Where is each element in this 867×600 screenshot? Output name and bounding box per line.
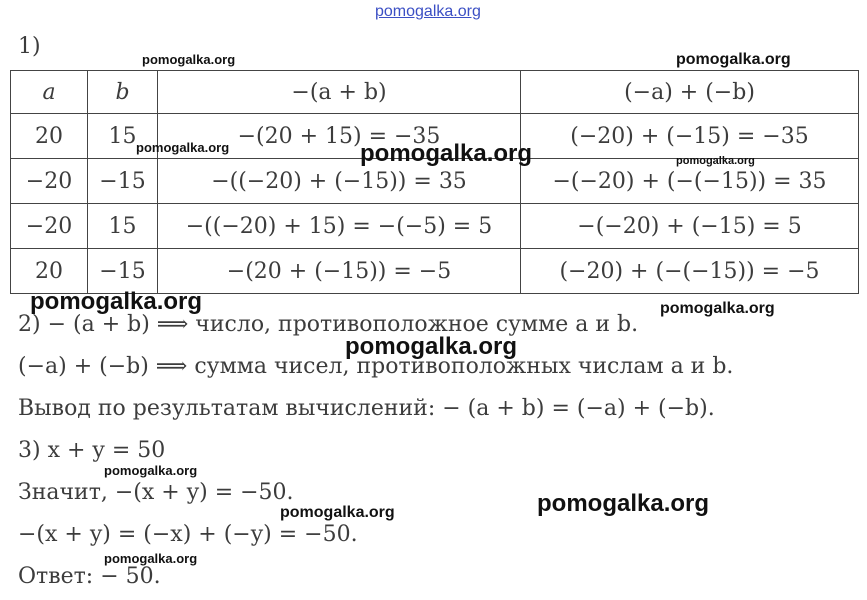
table-header-row xyxy=(11,71,859,114)
table-cell: −20 xyxy=(11,159,88,204)
watermark: pomogalka.org xyxy=(360,140,533,167)
table-cell: −(−20) + (−(−15)) = 35 xyxy=(521,159,859,204)
part2-line2: (−a) + (−b) ⟹ сумма чисел, противоположных числам a и b. xyxy=(18,354,734,379)
table-cell: (−20) + (−(−15)) = −5 xyxy=(521,249,859,294)
watermark: pomogalka.org xyxy=(280,504,395,521)
part1-label: 1) xyxy=(18,34,41,59)
part3-line1: 3) x + y = 50 xyxy=(18,438,166,463)
header-cell: b xyxy=(88,71,158,114)
watermark: pomogalka.org xyxy=(104,551,198,566)
table-cell: −20 xyxy=(11,204,88,249)
part3-line2: Значит, −(x + y) = −50. xyxy=(18,480,294,505)
table-cell: 15 xyxy=(88,204,158,249)
table-cell: 15 xyxy=(88,114,158,159)
table-cell: −(−20) + (−15) = 5 xyxy=(521,204,859,249)
header-cell: (−a) + (−b) xyxy=(521,71,859,114)
part3-line3: −(x + y) = (−x) + (−y) = −50. xyxy=(18,522,358,547)
table-row xyxy=(11,204,859,249)
watermark: pomogalka.org xyxy=(537,490,710,517)
table-cell: (−20) + (−15) = −35 xyxy=(521,114,859,159)
part2-line1: 2) − (a + b) ⟹ число, противоположное сумме a и b. xyxy=(18,312,639,337)
table-cell: −15 xyxy=(88,249,158,294)
watermark-top: pomogalka.org xyxy=(375,3,481,20)
table-cell: −((−20) + 15) = −(−5) = 5 xyxy=(158,204,521,249)
calculation-table xyxy=(10,70,859,294)
answer-line: Ответ: − 50. xyxy=(18,564,161,589)
table-cell: 20 xyxy=(11,249,88,294)
watermark: pomogalka.org xyxy=(660,300,775,317)
table-cell: 20 xyxy=(11,114,88,159)
watermark: pomogalka.org xyxy=(676,155,755,167)
watermark: pomogalka.org xyxy=(676,51,791,68)
watermark: pomogalka.org xyxy=(30,288,203,315)
table-row xyxy=(11,249,859,294)
watermark: pomogalka.org xyxy=(136,140,230,155)
table-cell: −((−20) + (−15)) = 35 xyxy=(158,159,521,204)
table-cell: −(20 + 15) = −35 xyxy=(158,114,521,159)
watermark: pomogalka.org xyxy=(345,333,518,360)
header-cell: a xyxy=(11,71,88,114)
watermark: pomogalka.org xyxy=(104,463,198,478)
table-cell: −(20 + (−15)) = −5 xyxy=(158,249,521,294)
part2-conclusion: Вывод по результатам вычислений: − (a + b) = (−a) + (−b). xyxy=(18,396,715,421)
header-cell: −(a + b) xyxy=(158,71,521,114)
watermark: pomogalka.org xyxy=(142,52,236,67)
table-cell: −15 xyxy=(88,159,158,204)
